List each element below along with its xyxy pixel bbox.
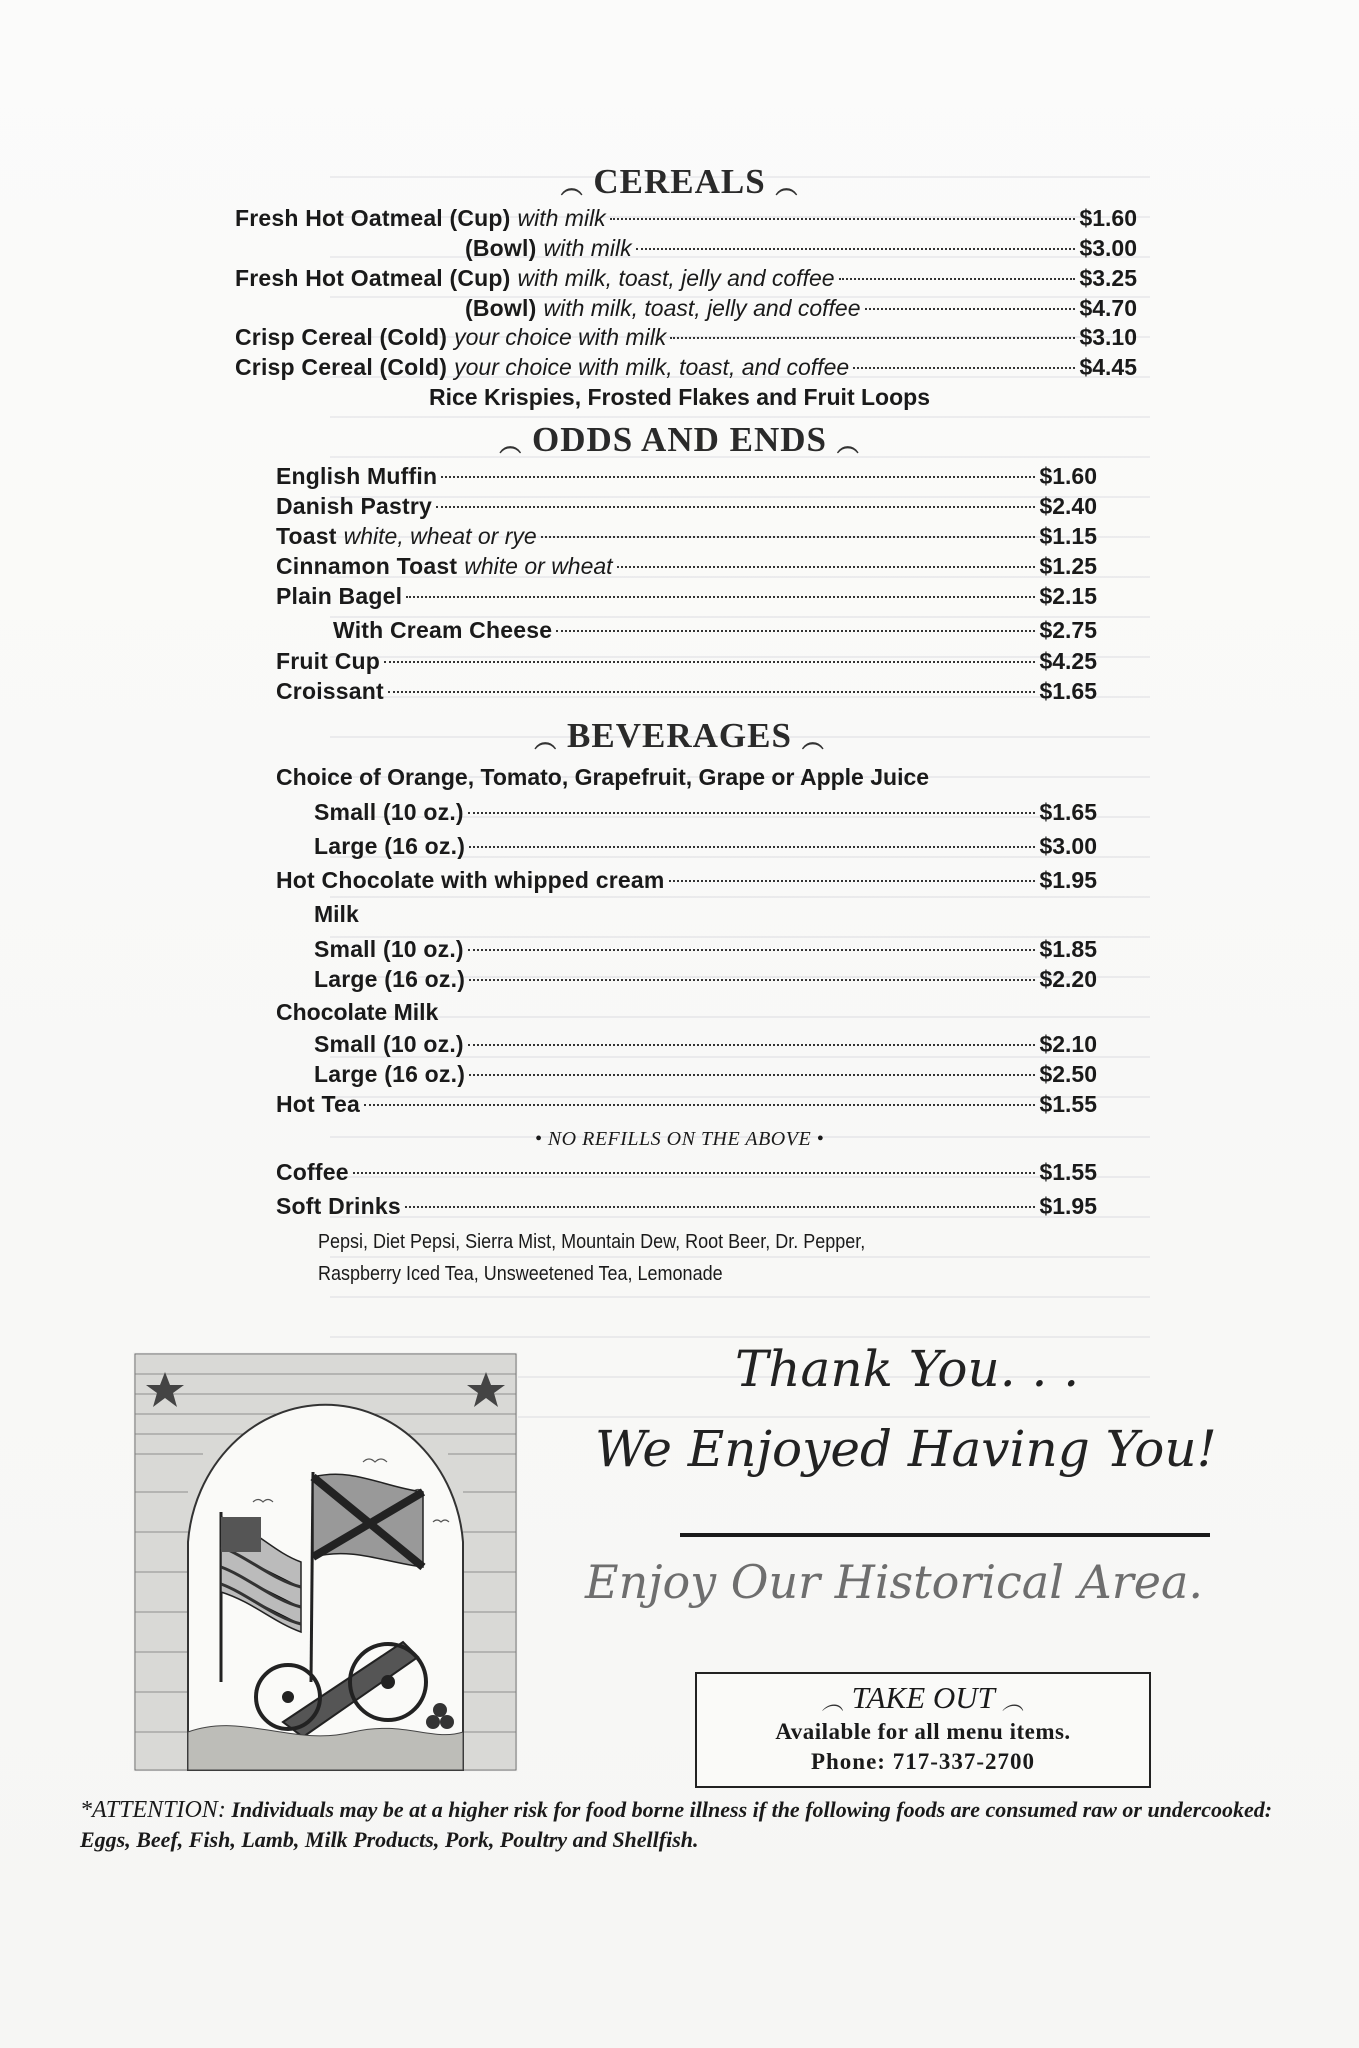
flourish-right-icon: ︵ [836, 431, 860, 457]
beverages-heading: ︵ BEVERAGES ︵ [534, 716, 825, 755]
milk-heading: Milk [314, 901, 359, 927]
flourish-right-icon: ︵ [801, 727, 825, 753]
menu-item: Toast white, wheat or rye $1.15 [276, 523, 1097, 549]
menu-item: (Bowl) with milk $3.00 [465, 235, 1137, 261]
menu-item: Danish Pastry $2.40 [276, 493, 1097, 519]
food-safety-notice: *ATTENTION: Individuals may be at a higher risk for food borne illness if the following foods are consumed raw or undercooked: Eggs, Beef, Fish, Lamb, Milk Products, Pork, Poultry and Shellfish. [80, 1797, 1273, 1852]
menu-item: Plain Bagel $2.15 [276, 583, 1097, 609]
flourish-left-icon: ︵ [534, 727, 558, 753]
menu-item: Large (16 oz.) $2.20 [314, 966, 1097, 992]
flags-and-cannon-illustration [133, 1352, 518, 1772]
menu-item: Small (10 oz.) $2.10 [314, 1031, 1097, 1057]
menu-item: Croissant $1.65 [276, 678, 1097, 704]
menu-item: Fruit Cup $4.25 [276, 648, 1097, 674]
cereal-choices: Rice Krispies, Frosted Flakes and Fruit Loops [428, 384, 930, 410]
menu-item: Fresh Hot Oatmeal (Cup) with milk $1.60 [235, 205, 1137, 231]
flourish-left-icon: ︵ [560, 173, 584, 199]
menu-item: Soft Drinks $1.95 [276, 1193, 1097, 1219]
menu-item: Small (10 oz.) $1.65 [314, 799, 1097, 825]
menu-item: Crisp Cereal (Cold) your choice with milk, toast, and coffee $4.45 [235, 354, 1137, 380]
thank-you-text: Thank You. . . [735, 1340, 1080, 1398]
menu-item: (Bowl) with milk, toast, jelly and coffee $4.70 [465, 295, 1137, 321]
take-out-phone: Phone: 717-337-2700 [810, 1749, 1036, 1775]
menu-item: With Cream Cheese $2.75 [333, 617, 1097, 643]
take-out-title: ︵ TAKE OUT ︵ [821, 1680, 1025, 1715]
divider-line [680, 1533, 1210, 1537]
menu-item: Small (10 oz.) $1.85 [314, 936, 1097, 962]
menu-item: Fresh Hot Oatmeal (Cup) with milk, toast, jelly and coffee $3.25 [235, 265, 1137, 291]
menu-item: Large (16 oz.) $2.50 [314, 1061, 1097, 1087]
cereals-heading: ︵ CEREALS ︵ [560, 162, 799, 201]
take-out-box [695, 1672, 1151, 1788]
chocolate-milk-heading: Chocolate Milk [276, 999, 439, 1025]
menu-item: Crisp Cereal (Cold) your choice with milk $3.10 [235, 324, 1137, 350]
flourish-left-icon: ︵ [499, 431, 523, 457]
odds-heading: ︵ ODDS AND ENDS ︵ [499, 420, 860, 459]
flourish-right-icon: ︵ [775, 173, 799, 199]
menu-item: Hot Chocolate with whipped cream $1.95 [276, 867, 1097, 893]
menu-item: Hot Tea $1.55 [276, 1091, 1097, 1117]
take-out-availability: Available for all menu items. [775, 1719, 1071, 1745]
menu-item: Cinnamon Toast white or wheat $1.25 [276, 553, 1097, 579]
flourish-right-icon: ︵ [1002, 1689, 1025, 1715]
soft-drink-list: Raspberry Iced Tea, Unsweetened Tea, Lemonade [318, 1263, 723, 1285]
historical-area-text: Enjoy Our Historical Area. [585, 1555, 1204, 1609]
menu-item: Coffee $1.55 [276, 1159, 1097, 1185]
enjoyed-text: We Enjoyed Having You! [595, 1420, 1217, 1478]
no-refills-note: • NO REFILLS ON THE ABOVE • [534, 1128, 825, 1150]
menu-item: Large (16 oz.) $3.00 [314, 833, 1097, 859]
juice-heading: Choice of Orange, Tomato, Grapefruit, Grape or Apple Juice [276, 764, 930, 790]
menu-item: English Muffin $1.60 [276, 463, 1097, 489]
flourish-left-icon: ︵ [821, 1689, 844, 1715]
soft-drink-list: Pepsi, Diet Pepsi, Sierra Mist, Mountain Dew, Root Beer, Dr. Pepper, [318, 1231, 866, 1253]
